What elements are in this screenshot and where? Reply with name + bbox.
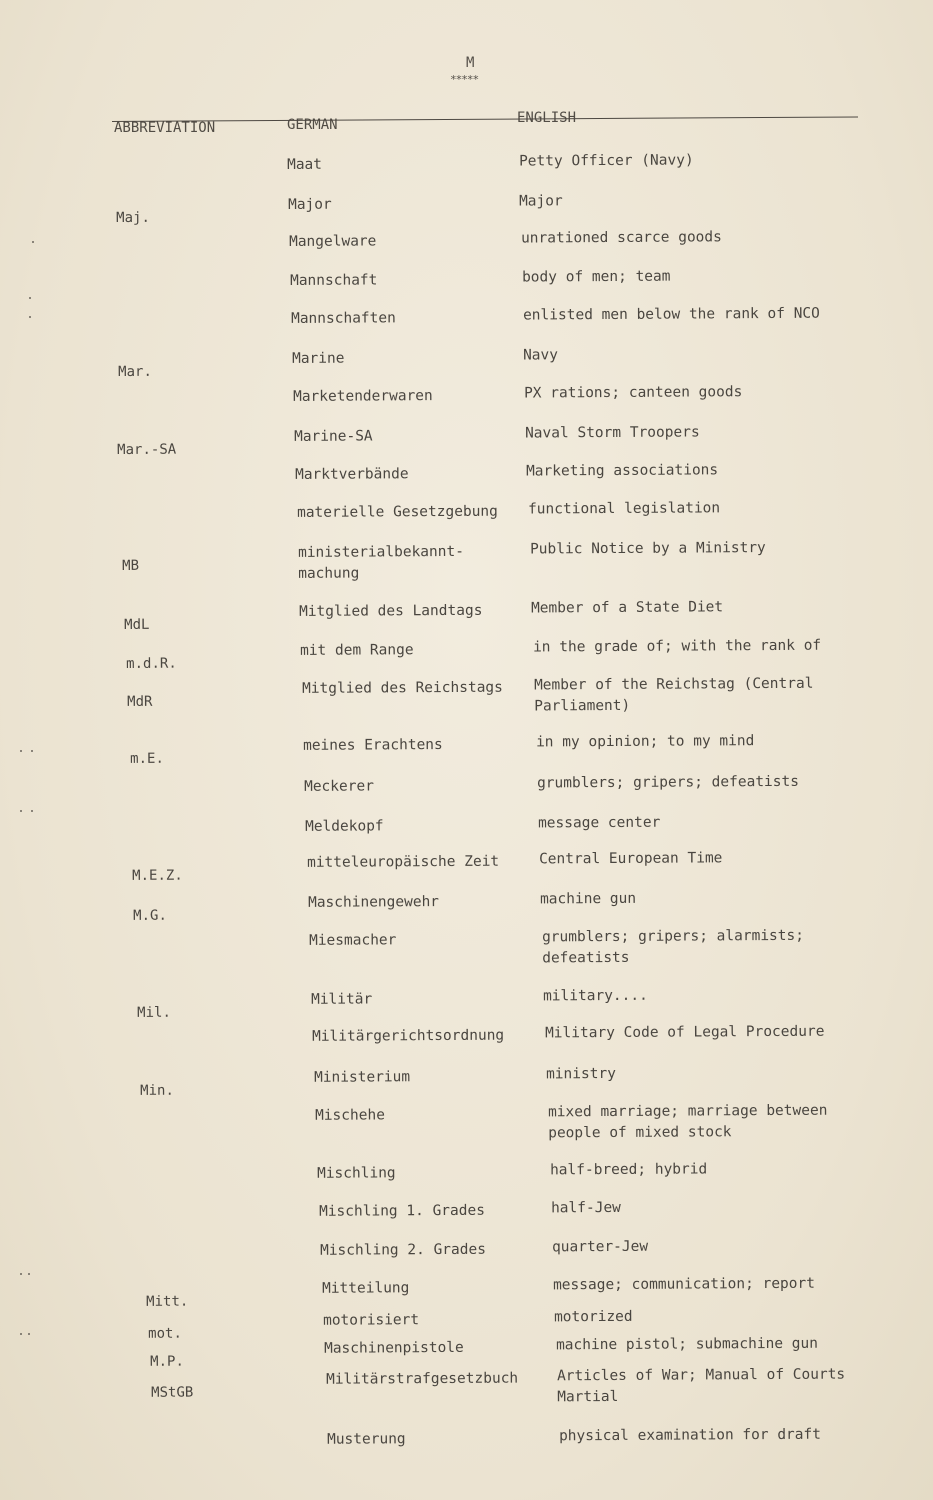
english-translation-cell: functional legislation	[528, 500, 721, 518]
german-term-cell: mit dem Range	[300, 642, 414, 659]
english-translation-cell: Central European Time	[539, 850, 723, 868]
english-translation-cell: Navy	[523, 347, 559, 364]
german-term-cell: Mitglied des Reichstags	[302, 679, 503, 697]
column-header-english: ENGLISH	[517, 110, 577, 126]
abbreviation-cell: MdR	[127, 693, 153, 710]
english-translation-cell: Military Code of Legal Procedure	[545, 1023, 825, 1042]
margin-speck	[29, 316, 31, 318]
section-letter: M	[466, 55, 475, 71]
abbreviation-cell: MStGB	[151, 1384, 194, 1401]
english-translation-cell: motorized	[554, 1308, 633, 1326]
glossary-row	[0, 730, 933, 776]
margin-speck	[20, 1333, 22, 1335]
glossary-row	[0, 303, 933, 349]
glossary-row	[0, 1364, 933, 1410]
german-term-cell: Militärstrafgesetzbuch	[326, 1370, 519, 1388]
abbreviation-cell: Mar.-SA	[117, 441, 177, 458]
german-term-cell: Mischehe	[315, 1107, 385, 1124]
english-translation-cell: message; communication; report	[553, 1275, 816, 1294]
abbreviation-cell: M.G.	[133, 907, 167, 924]
english-translation-cell: in my opinion; to my mind	[536, 733, 755, 751]
german-term-cell: Mischling	[317, 1165, 396, 1182]
glossary-row	[0, 226, 933, 272]
english-translation-cell: machine pistol; submachine gun	[556, 1335, 819, 1354]
german-term-cell: Maschinengewehr	[308, 894, 440, 911]
abbreviation-cell: M.P.	[150, 1353, 184, 1370]
english-translation-cell: unrationed scarce goods	[521, 229, 722, 247]
glossary-row	[0, 596, 933, 642]
margin-speck	[29, 297, 31, 299]
german-term-cell: Mannschaften	[291, 310, 396, 327]
english-translation-cell: Petty Officer (Navy)	[519, 152, 694, 170]
german-term-cell: Maschinenpistole	[324, 1339, 464, 1357]
glossary-row	[0, 1424, 933, 1470]
german-term-cell: Mischling 2. Grades	[320, 1241, 486, 1259]
abbreviation-cell: Mitt.	[146, 1293, 189, 1310]
glossary-row	[0, 1021, 933, 1067]
german-term-cell: Mangelware	[289, 233, 377, 250]
english-translation-cell: Naval Storm Troopers	[525, 424, 700, 442]
glossary-row	[0, 1196, 933, 1242]
column-header-german: GERMAN	[287, 117, 338, 133]
glossary-row	[0, 847, 933, 893]
german-term-cell: mitteleuropäische Zeit	[307, 853, 500, 871]
english-translation-cell: message center	[538, 814, 661, 832]
german-term-cell: Mitteilung	[322, 1280, 410, 1297]
english-translation-cell: Member of the Reichstag (Central Parliament)	[534, 675, 814, 715]
german-term-cell: Meldekopf	[305, 818, 384, 835]
glossary-row	[0, 497, 933, 543]
german-term-cell: Marine	[292, 350, 345, 367]
english-translation-cell: half-breed; hybrid	[550, 1161, 708, 1179]
german-term-cell: Miesmacher	[309, 932, 397, 949]
margin-speck	[31, 810, 33, 812]
german-term-cell: motorisiert	[323, 1312, 420, 1329]
glossary-row	[0, 771, 933, 817]
abbreviation-cell: m.d.R.	[126, 655, 177, 672]
german-term-cell: Maat	[287, 156, 323, 173]
glossary-row	[0, 925, 933, 971]
margin-speck	[28, 1273, 30, 1275]
abbreviation-cell: Mil.	[137, 1004, 171, 1021]
english-translation-cell: in the grade of; with the rank of	[533, 637, 822, 656]
abbreviation-cell: Min.	[140, 1082, 174, 1099]
abbreviation-cell: mot.	[148, 1325, 182, 1342]
german-term-cell: materielle Gesetzgebung	[297, 503, 498, 521]
header-rule	[112, 116, 858, 122]
margin-speck	[32, 241, 34, 243]
english-translation-cell: Marketing associations	[526, 462, 719, 480]
german-term-cell: ministerialbekannt- machung	[298, 543, 464, 582]
german-term-cell: Marketenderwaren	[293, 388, 433, 405]
abbreviation-cell: MB	[122, 557, 140, 574]
english-translation-cell: Member of a State Diet	[531, 599, 724, 617]
english-translation-cell: enlisted men below the rank of NCO	[523, 305, 820, 324]
abbreviation-cell: Mar.	[118, 363, 152, 380]
abbreviation-cell: m.E.	[130, 750, 164, 767]
margin-speck	[20, 1273, 22, 1275]
german-term-cell: Mitglied des Landtags	[299, 602, 483, 620]
german-term-cell: Meckerer	[304, 778, 374, 795]
english-translation-cell: Articles of War; Manual of Courts Martial	[557, 1366, 846, 1406]
german-term-cell: Ministerium	[314, 1069, 411, 1086]
abbreviation-cell: Maj.	[116, 209, 150, 227]
margin-speck	[20, 810, 22, 812]
english-translation-cell: mixed marriage; marriage between people of mixed stock	[548, 1102, 828, 1142]
column-header-abbreviation: ABBREVIATION	[114, 120, 216, 136]
glossary-row	[0, 381, 933, 427]
section-stars: *****	[450, 73, 479, 86]
glossary-row	[0, 149, 933, 195]
german-term-cell: Mischling 1. Grades	[319, 1202, 485, 1220]
english-translation-cell: Public Notice by a Ministry	[530, 540, 766, 558]
english-translation-cell: military....	[543, 987, 648, 1005]
german-term-cell: Major	[288, 196, 332, 213]
english-translation-cell: Major	[519, 193, 563, 210]
english-translation-cell: body of men; team	[522, 268, 671, 286]
margin-speck	[28, 1333, 30, 1335]
margin-speck	[20, 750, 22, 752]
english-translation-cell: half-Jew	[551, 1199, 621, 1217]
english-translation-cell: grumblers; gripers; alarmists; defeatists	[542, 927, 805, 967]
abbreviation-cell: MdL	[124, 616, 150, 633]
german-term-cell: Mannschaft	[290, 272, 378, 289]
glossary-row	[0, 1100, 933, 1146]
english-translation-cell: PX rations; canteen goods	[524, 384, 743, 402]
english-translation-cell: ministry	[546, 1065, 616, 1083]
english-translation-cell: physical examination for draft	[559, 1426, 822, 1445]
margin-speck	[31, 750, 33, 752]
german-term-cell: Marktverbände	[295, 466, 409, 483]
english-translation-cell: machine gun	[540, 890, 637, 908]
german-term-cell: Musterung	[327, 1431, 406, 1448]
english-translation-cell: quarter-Jew	[552, 1238, 649, 1256]
abbreviation-cell: M.E.Z.	[132, 867, 183, 884]
german-term-cell: Marine-SA	[294, 428, 373, 445]
english-translation-cell: grumblers; gripers; defeatists	[537, 773, 800, 792]
glossary-row	[0, 673, 933, 719]
glossary-row	[0, 537, 933, 583]
german-term-cell: Militärgerichtsordnung	[312, 1027, 505, 1045]
german-term-cell: Militär	[311, 991, 373, 1008]
german-term-cell: meines Erachtens	[303, 737, 443, 754]
